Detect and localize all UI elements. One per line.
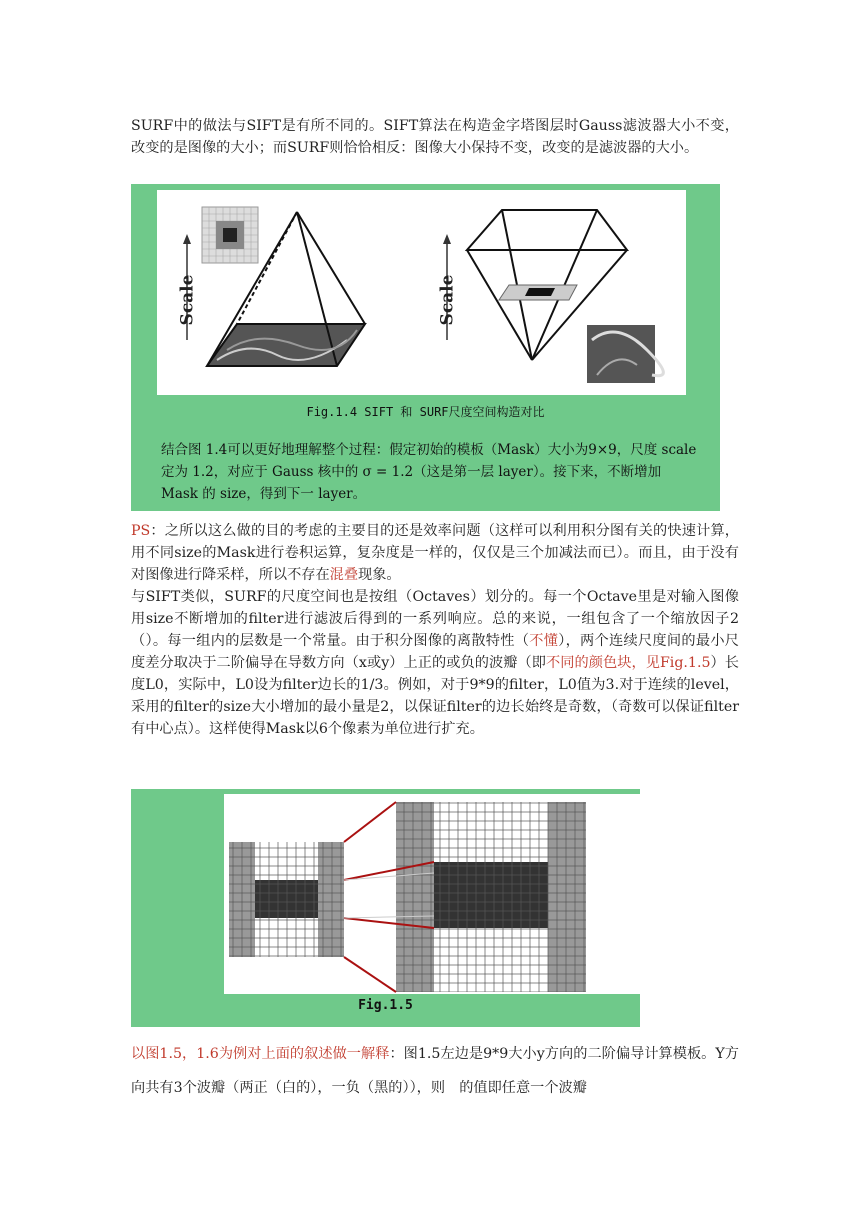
figure-1-4-caption: Fig.1.4 SIFT 和 SURF尺度空间构造对比 xyxy=(306,405,545,419)
octaves-red-2: 不同的颜色块，见Fig.1.5 xyxy=(545,655,711,671)
octaves-text-a: 与SIFT类似，SURF的尺度空间也是按组（Octaves）划分的。每一个Octave里是对输入图像用size不断增加的filter进行滤波后得到的一系列响应。总的来说，一组包含了一个缩放因子2（）。每一组内的层数是一个常量。由于积分图像的离散特性（ xyxy=(131,589,739,649)
octaves-text-c: ）长度L0，实际中，L0设为filter边长的1/3。例如，对于9*9的filter，L0值为3.对于连续的level，采用的filter的size大小增加的最小量是2，以保证filter的边长始终是奇数，（奇数可以保证filter有中心点）。这样使得Mask以6个像素为单位进行扩充。 xyxy=(131,655,739,737)
left-scale-label: Scale xyxy=(177,274,198,326)
filter-grid-diagram xyxy=(224,794,642,994)
aliasing-link[interactable]: 混叠 xyxy=(329,567,359,583)
ps-suffix: 现象。 xyxy=(358,567,401,583)
ps-label: PS xyxy=(131,523,151,539)
ps-text: ：之所以这么做的目的考虑的主要目的还是效率问题（这样可以利用积分图有关的快速计算，用不同size的Mask进行卷积运算，复杂度是一样的，仅仅是三个加减法而已）。而且，由于没有对图像进行降采样，所以不存在 xyxy=(131,523,739,583)
figure-1-4-image xyxy=(157,190,686,395)
paragraph-octaves xyxy=(131,586,739,740)
surf-mask-icon xyxy=(499,285,577,300)
gauss-mask-icon xyxy=(202,207,258,263)
paragraph-explanation xyxy=(131,1037,739,1105)
paragraph-ps xyxy=(131,520,739,586)
explanation-heading: 以图1.5，1.6为例对上面的叙述做一解释 xyxy=(131,1046,390,1062)
octaves-red-1: 不懂 xyxy=(529,633,559,649)
figure-1-5 xyxy=(131,789,640,1027)
figure-1-4 xyxy=(131,184,720,511)
explanation-text: ：图1.5左边是9*9大小y方向的二阶偏导计算模板。Y方向共有3个波瓣（两正（白的），一负（黑的）），则 的值即任意一个波瓣 xyxy=(131,1046,739,1096)
paragraph-intro-text: SURF中的做法与SIFT是有所不同的。SIFT算法在构造金字塔图层时Gauss滤波器大小不变，改变的是图像的大小；而SURF则恰恰相反：图像大小保持不变，改变的是滤波器的大小。 xyxy=(131,118,739,156)
octaves-text-b: ），两个连续尺度间的最小尺度差分取决于二阶偏导在导数方向（x或y）上正的或负的波瓣（即 xyxy=(131,633,739,671)
figure-1-4-text: 结合图 1.4可以更好地理解整个过程：假定初始的模板（Mask）大小为9×9，尺度 scale 定为 1.2，对应于 Gauss 核中的 σ = 1.2（这是第一层 layer）。接下来，不断增加 Mask 的 size，得到下一 layer。 xyxy=(161,442,697,502)
figure-1-5-image xyxy=(224,794,642,994)
right-scale-label: Scale xyxy=(437,274,458,326)
figure-1-5-caption: Fig.1.5 xyxy=(358,998,413,1013)
pyramid-diagram xyxy=(157,190,686,395)
paragraph-intro xyxy=(131,115,739,159)
